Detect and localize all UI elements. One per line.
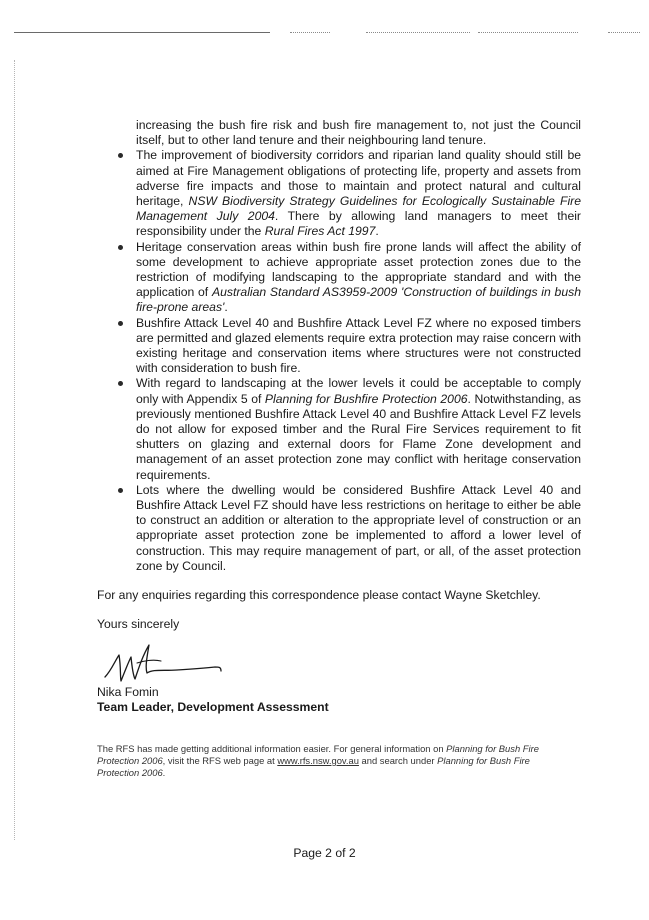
bullet-item: [97, 148, 581, 239]
bullet-item: [97, 240, 581, 316]
scan-edge-line: [366, 32, 470, 33]
bullet-item: [97, 316, 581, 377]
bullet-text: .: [224, 300, 228, 315]
bullet-text: With regard to landscaping at the lower levels it could be acceptable to comply only with Appendix 5 of: [136, 376, 581, 406]
footer-note-text: .: [162, 767, 166, 778]
footer-note: [97, 743, 567, 779]
italic-reference: Rural Fires Act 1997: [264, 224, 376, 239]
bullet-text: Lots where the dwelling would be considered Bushfire Attack Level 40 and Bushfire Attack Level FZ should have less restrictions on heritage to either be able to construct an addition or alteration to the appropriate level of construction or an appropriate asset protection zone be implemented to afford a lower level of construction. This may require management of part, or all, of the asset protection zone by Council.: [136, 482, 581, 573]
bullet-text: . Notwithstanding, as previously mentioned Bushfire Attack Level 40 and Bushfire Attack Level FZ levels do not allow for exposed timber and the Rural Fire Services requirement to fit shutters on glazing and external doors for Flame Zone development and management of an asset protection zone may conflict with heritage conservation requirements.: [136, 391, 581, 482]
scan-edge-line: [290, 32, 330, 33]
bullet-item: [97, 376, 581, 482]
continued-paragraph: increasing the bush fire risk and bush fire management to, not just the Council itself, but to other land tenure and their neighbouring land tenure.: [136, 118, 581, 148]
signer-name: Nika Fomin: [97, 684, 159, 699]
italic-reference: Planning for Bushfire Protection 2006: [264, 391, 468, 406]
italic-reference: NSW Biodiversity Strategy Guidelines for Ecologically Sustainable Fire Management July 2004: [136, 194, 581, 224]
bullet-text: Bushfire Attack Level 40 and Bushfire Attack Level FZ where no exposed timbers are permitted and glazed elements require extra protection may raise concern with existing heritage and conservation items where structures were not constructed with consideration to bush fire.: [136, 315, 581, 376]
bullet-dot-icon: [118, 381, 123, 386]
bullet-dot-icon: [118, 245, 123, 250]
footer-note-text: The RFS has made getting additional information easier. For general information on: [97, 743, 447, 754]
letter-body: [97, 118, 581, 715]
italic-reference: Australian Standard AS3959-2009 'Construction of buildings in bush fire-prone areas': [136, 285, 581, 315]
bullet-dot-icon: [118, 488, 123, 493]
bullet-text: . There by allowing land managers to meet their responsibility under the: [136, 209, 581, 239]
rfs-website-link[interactable]: www.rfs.nsw.gov.au: [277, 755, 359, 766]
footer-note-text: , visit the RFS web page at: [162, 755, 278, 766]
signer-title: Team Leader, Development Assessment: [97, 699, 329, 714]
scan-edge-line: [14, 32, 270, 33]
page-number: Page 2 of 2: [293, 846, 356, 860]
scan-edge-line: [608, 32, 640, 33]
footer-note-italic: Planning for Bush Fire Protection 2006: [97, 755, 530, 778]
enquiry-paragraph: For any enquiries regarding this correspondence please contact Wayne Sketchley.: [97, 588, 541, 603]
bullet-text: .: [375, 224, 379, 239]
bullet-dot-icon: [118, 321, 123, 326]
footer-note-text: and search under: [358, 755, 438, 766]
bullet-item: [97, 483, 581, 574]
scan-margin-line: [14, 60, 15, 840]
handwritten-signature: [97, 637, 257, 687]
footer-note-italic: Planning for Bush Fire Protection 2006: [97, 743, 539, 766]
bullet-text: The improvement of biodiversity corridors and riparian land quality should still be aimed at Fire Management obligations of protecting life, property and assets from adverse fire impacts and those to maintain and protect natural and cultural heritage,: [136, 148, 581, 209]
closing-salutation: Yours sincerely: [97, 617, 180, 632]
bullet-dot-icon: [118, 153, 123, 158]
bullet-list: [97, 148, 581, 574]
bullet-text: Heritage conservation areas within bush fire prone lands will affect the ability of some development to achieve appropriate asset protection zones due to the restriction of modifying landscaping to the appropriate standard and with the application of: [136, 239, 581, 300]
scan-edge-line: [478, 32, 578, 33]
